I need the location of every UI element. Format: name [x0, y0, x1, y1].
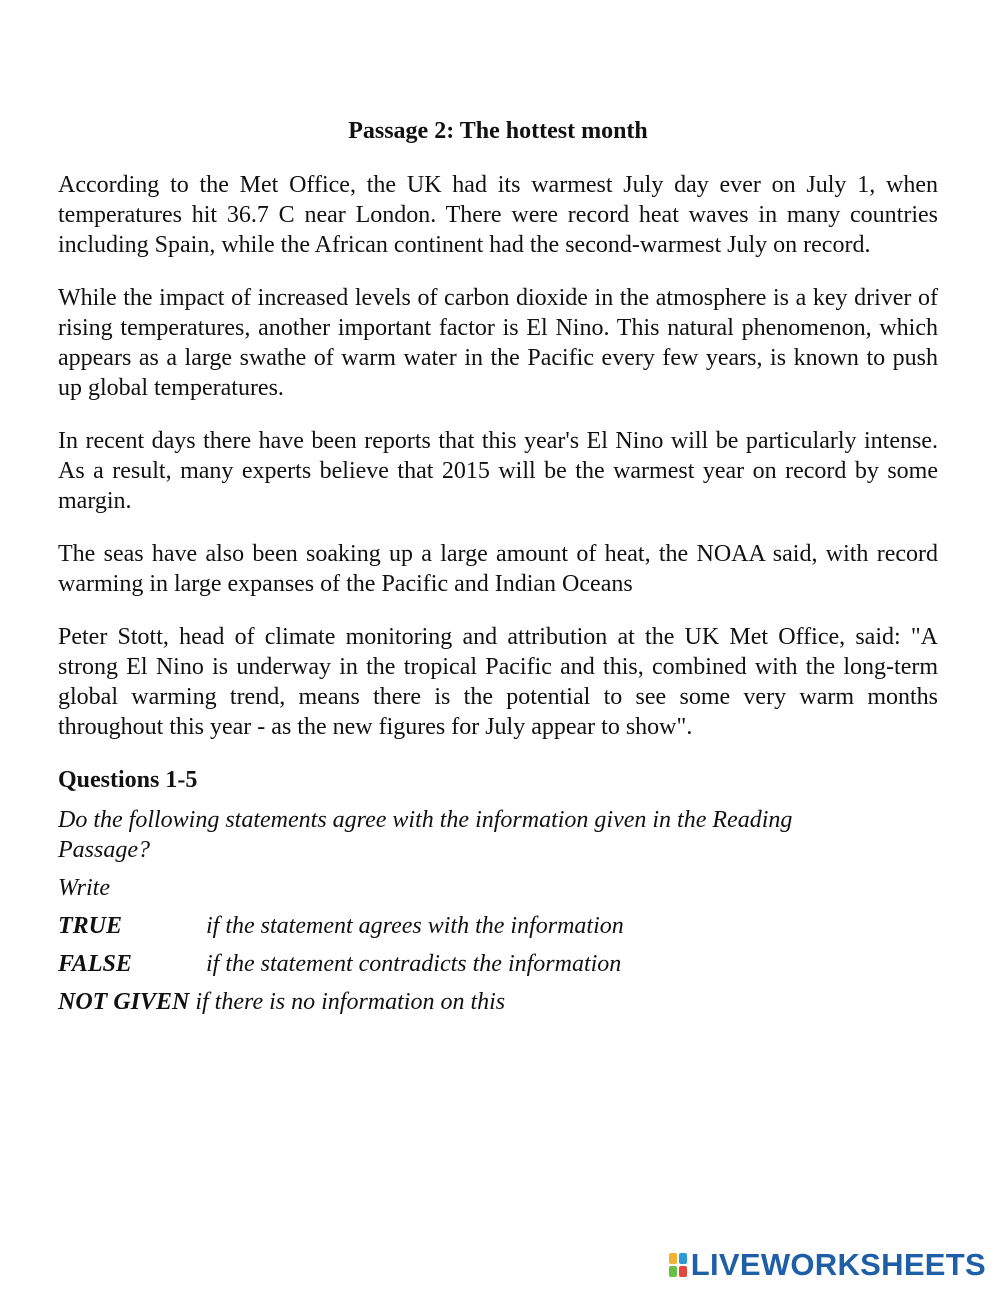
answer-key-true: [58, 911, 938, 941]
logo-text: LIVEWORKSHEETS: [690, 1247, 986, 1282]
paragraph-2: While the impact of increased levels of carbon dioxide in the atmosphere is a key driver of rising temperatures, another important factor is El Nino. This natural phenomenon, which appears as a large swathe of warm water in the Pacific every few years, is known to push up global temperatures.: [58, 285, 938, 401]
paragraph-4: The seas have also been soaking up a large amount of heat, the NOAA said, with record warming in large expanses of the Pacific and Indian Oceans: [58, 541, 938, 597]
paragraph-3: In recent days there have been reports that this year's El Nino will be particularly intense. As a result, many experts believe that 2015 will be the warmest year on record by some margin.: [58, 428, 938, 514]
logo-square-3: [669, 1266, 677, 1277]
worksheet-page: [58, 116, 938, 1025]
write-label: Write: [58, 875, 110, 901]
key-term: TRUE: [58, 913, 123, 939]
key-term: NOT GIVEN: [58, 989, 190, 1015]
passage-title: Passage 2: The hottest month: [348, 118, 648, 144]
answer-key-not-given: [58, 987, 938, 1017]
logo-square-1: [669, 1253, 677, 1264]
liveworksheets-logo-icon: [669, 1253, 687, 1277]
key-term: FALSE: [58, 951, 132, 977]
questions-heading: Questions 1-5: [58, 767, 198, 793]
key-meaning: if the statement agrees with the information: [206, 913, 624, 939]
paragraph-5: Peter Stott, head of climate monitoring and attribution at the UK Met Office, said: "A strong El Nino is underway in the tropical Pacific and this, combined with the long-term global warming trend, means there is the potential to see some very warm months throughout this year - as the new figures for July appear to show".: [58, 624, 938, 740]
logo-square-2: [679, 1253, 687, 1264]
key-meaning: if there is no information on this: [195, 989, 506, 1015]
liveworksheets-logo[interactable]: [669, 1247, 986, 1282]
questions-instruction: Do the following statements agree with the information given in the Reading Passage?: [58, 807, 793, 863]
answer-key-false: [58, 949, 938, 979]
paragraph-1: According to the Met Office, the UK had its warmest July day ever on July 1, when temperatures hit 36.7 C near London. There were record heat waves in many countries including Spain, while the African continent had the second-warmest July on record.: [58, 172, 938, 258]
logo-square-4: [679, 1266, 687, 1277]
key-meaning: if the statement contradicts the information: [206, 951, 622, 977]
